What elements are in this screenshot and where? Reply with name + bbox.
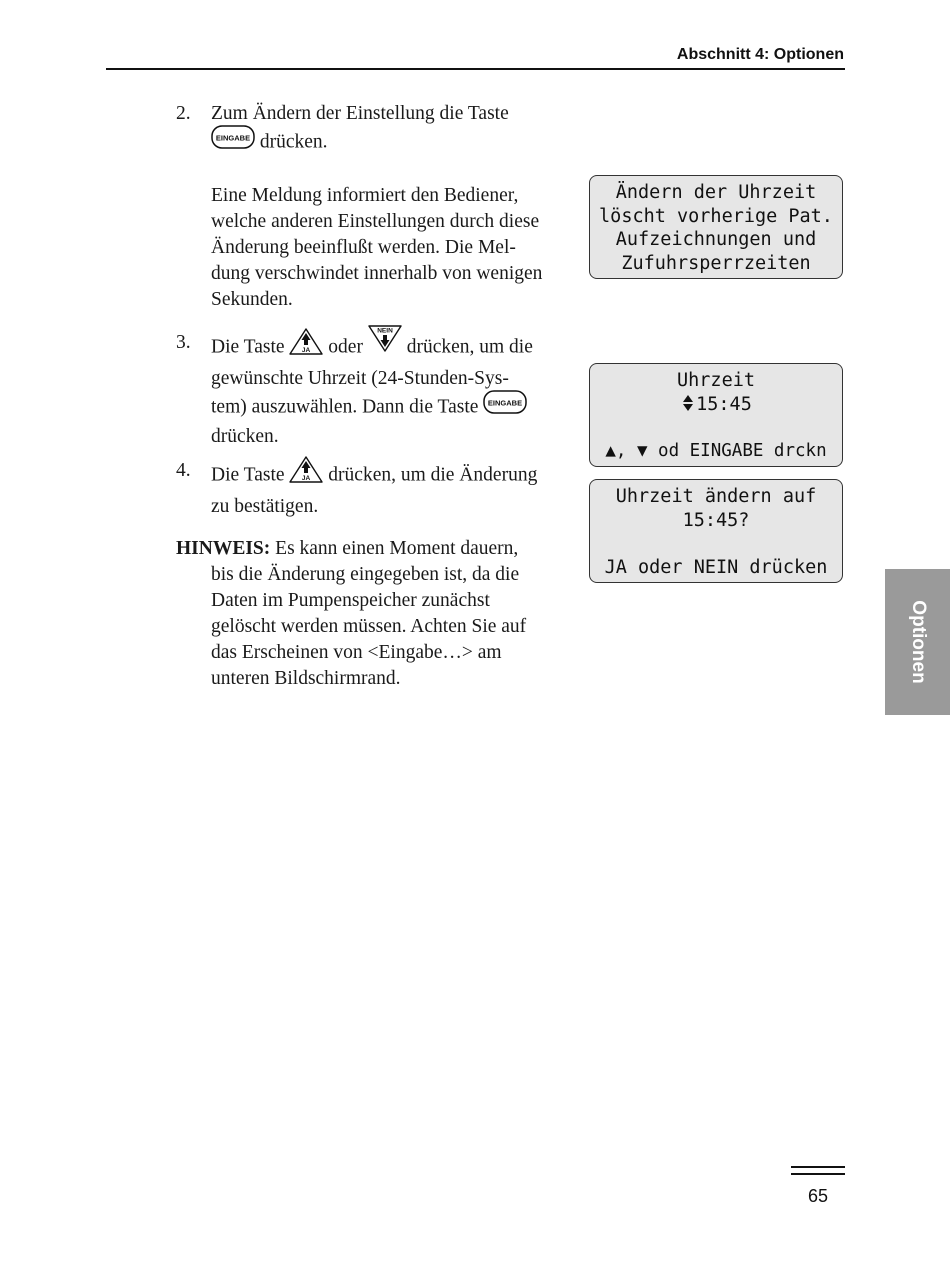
step-2-para-line-1: Eine Meldung informiert den Bediener,: [211, 185, 519, 206]
hinweis-label: HINWEIS:: [176, 538, 271, 559]
step-4-line-1b: drücken, um die Änderung: [323, 464, 538, 486]
up-down-arrows-icon: [680, 393, 696, 417]
step-3-line-2: gewünschte Uhrzeit (24-Stunden-Sys-: [211, 368, 509, 389]
section-side-tab: [885, 569, 950, 715]
lcd-time-value: 15:45: [696, 393, 752, 415]
step-3-line-1c: drücken, um die: [401, 336, 533, 358]
lcd-row: Ändern der Uhrzeit: [615, 182, 817, 203]
lcd-row: 15:45?: [682, 509, 750, 531]
step-2-para-line-5: Sekunden.: [211, 289, 293, 310]
step-3-line-4: drücken.: [211, 426, 279, 447]
step-3: [176, 327, 586, 447]
page-number: 65: [807, 1186, 828, 1206]
step-4-text: [211, 458, 586, 520]
step-2-para-line-2: welche anderen Einstellungen durch diese: [211, 211, 540, 232]
ja-key-label: JA: [302, 475, 311, 482]
hinweis-line-1-text: Es kann einen Moment dauern,: [270, 538, 519, 559]
step-2-para-line-3: Änderung beeinflußt werden. Die Mel-: [211, 237, 516, 258]
ja-key-label: JA: [302, 347, 311, 354]
ja-up-key-icon: [289, 328, 323, 364]
lcd-row: Uhrzeit ändern auf: [615, 486, 817, 507]
step-2-line-2-text: drücken.: [255, 131, 328, 153]
hinweis-line-5: das Erscheinen von <Eingabe…> am: [211, 642, 502, 663]
lcd-row: Uhrzeit: [677, 370, 755, 391]
step-3-text: [211, 327, 586, 450]
section-header-title: Abschnitt 4: Optionen: [676, 46, 844, 63]
lcd-row: löscht vorherige Pat.: [599, 205, 833, 227]
step-2-line-1: Zum Ändern der Einstellung die Taste: [211, 103, 509, 124]
lcd-row: Zufuhrsperrzeiten: [621, 252, 811, 274]
eingabe-key-icon: [483, 390, 527, 422]
step-3-line-1a: Die Taste: [211, 336, 290, 358]
side-tab-label: Optionen: [907, 600, 929, 684]
ja-up-key-icon: [289, 456, 323, 492]
step-number: 3.: [176, 332, 191, 353]
step-number: 4.: [176, 460, 191, 481]
step-2: [176, 101, 586, 311]
step-number: 2.: [176, 103, 191, 124]
lcd-row: ▲, ▼ od EINGABE drckn: [605, 440, 827, 461]
lcd-row-empty: [590, 532, 842, 556]
header-rule: [106, 68, 845, 70]
footer-rule: [791, 1166, 845, 1168]
lcd-row-time: [590, 393, 842, 417]
spacer: [211, 159, 586, 183]
hinweis-note: [176, 536, 586, 692]
lcd-screen-time-select: [589, 363, 843, 467]
step-3-line-1b: oder: [323, 336, 368, 358]
eingabe-key-label: EINGABE: [215, 133, 251, 143]
step-3-line-3-text: tem) auszuwählen. Dann die Taste: [211, 396, 484, 418]
hinweis-line-6: unteren Bildschirmrand.: [211, 668, 401, 689]
step-4: [176, 458, 586, 517]
eingabe-key-icon: [211, 125, 255, 157]
step-4-line-1: [211, 458, 586, 494]
step-2-line-2: [211, 127, 586, 159]
step-3-line-3: [211, 392, 586, 424]
hinweis-line-2: bis die Änderung eingegeben ist, da die: [211, 564, 520, 585]
step-4-line-2: zu bestätigen.: [211, 496, 319, 517]
footer-rule: [791, 1173, 845, 1175]
eingabe-key-label: EINGABE: [488, 398, 523, 408]
lcd-row-empty: [590, 416, 842, 440]
hinweis-line-3: Daten im Pumpenspeicher zunächst: [211, 590, 490, 611]
hinweis-line-1: [176, 536, 586, 562]
step-3-line-1: [211, 327, 586, 366]
lcd-row: JA oder NEIN drücken: [604, 556, 828, 578]
step-2-para-line-4: dung verschwindet innerhalb von wenigen: [211, 263, 543, 284]
lcd-row: Aufzeichnungen und: [615, 229, 817, 250]
nein-down-key-icon: [368, 324, 402, 360]
step-2-text: [211, 101, 586, 313]
hinweis-line-4: gelöscht werden müssen. Achten Sie auf: [211, 616, 527, 637]
nein-key-label: NEIN: [377, 327, 393, 335]
lcd-screen-clock-warning: [589, 175, 843, 279]
lcd-screen-confirm: [589, 479, 843, 583]
step-4-line-1a: Die Taste: [211, 464, 290, 486]
